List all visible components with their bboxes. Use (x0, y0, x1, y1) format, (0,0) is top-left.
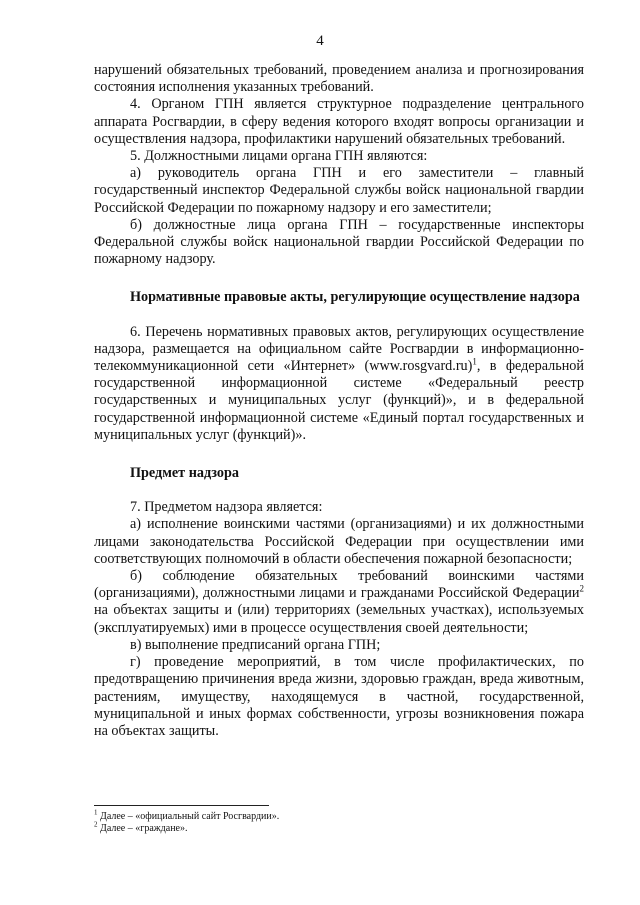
item-b-text-end: на объектах защиты и (или) территориях (земельных участках), используемых (эксплуатируемых) ими в процессе осуществления своей деятельности; (94, 602, 584, 636)
footnote-ref-2: 2 (579, 583, 584, 594)
paragraph-7-item-d: г) проведение мероприятий, в том числе профилактических, по предотвращению причинения вреда жизни, здоровью граждан, вреда животным, растениям, имуществу, находящемуся в частной, государственной, муниципальной и иных формах собственности, угрозы возникновения пожара на объектах защиты. (94, 654, 584, 739)
paragraph-7-item-b (94, 568, 584, 637)
footnote-mark-1: 1 (94, 808, 98, 817)
footnote-mark-2: 2 (94, 820, 98, 829)
item-b-text-start: б) соблюдение обязательных требований воинскими частями (организациями), должностными лицами и гражданами Российской Федерации (94, 568, 584, 602)
heading-normative-acts: Нормативные правовые акты, регулирующие осуществление надзора (130, 289, 580, 306)
footnote-text-1: Далее – «официальный сайт Росгвардии». (97, 811, 280, 822)
footnote-text-2: Далее – «граждане». (97, 823, 188, 834)
footnote-2 (94, 820, 584, 835)
paragraph-continuation: нарушений обязательных требований, проведением анализа и прогнозирования состояния исполнения указанных требований. (94, 62, 584, 96)
footnote-ref-1: 1 (472, 356, 477, 367)
heading-subject-of-supervision: Предмет надзора (130, 465, 240, 482)
paragraph-6 (94, 324, 584, 444)
paragraph-5-item-b: б) должностные лица органа ГПН – государственные инспекторы Федеральной службы войск национальной гвардии Российской Федерации по пожарному надзору. (94, 216, 584, 268)
footnote-divider (94, 805, 269, 806)
footnote-1 (94, 808, 584, 823)
paragraph-5-item-a: а) руководитель органа ГПН и его заместители – главный государственный инспектор Федеральной службы войск национальной гвардии Российской Федерации по пожарному надзору и его заместители; (94, 165, 584, 216)
footnotes (94, 808, 584, 835)
page-number: 4 (316, 33, 324, 49)
paragraph-7-item-a: а) исполнение воинскими частями (организациями) и их должностными лицами законодательства Российской Федерации при осуществлении ими соответствующих полномочий в области обеспечения пожарной безопасности; (94, 516, 584, 567)
paragraph-7-item-c: в) выполнение предписаний органа ГПН; (130, 636, 381, 653)
paragraph-6-text-end: , в федеральной государственной информационной системе «Федеральный реестр государственных и муниципальных услуг (функций)», и в федеральной государственной информационной системе «Единый портал государственных и муниципальных услуг (функций)». (94, 358, 584, 443)
paragraph-4: 4. Органом ГПН является структурное подразделение центрального аппарата Росгвардии, в сферу ведения которого входят вопросы организации и осуществления надзора, профилактики нарушений обязательных требований. (94, 96, 584, 147)
paragraph-6-text-start: 6. Перечень нормативных правовых актов, регулирующих осуществление надзора, размещается на официальном сайте Росгвардии в информационно-телекоммуникационной сети «Интернет» (www.rosgvard.ru) (94, 323, 584, 375)
paragraph-5: 5. Должностными лицами органа ГПН являются: (130, 148, 428, 165)
document-body (94, 62, 584, 740)
paragraph-7: 7. Предметом надзора является: (130, 499, 323, 516)
